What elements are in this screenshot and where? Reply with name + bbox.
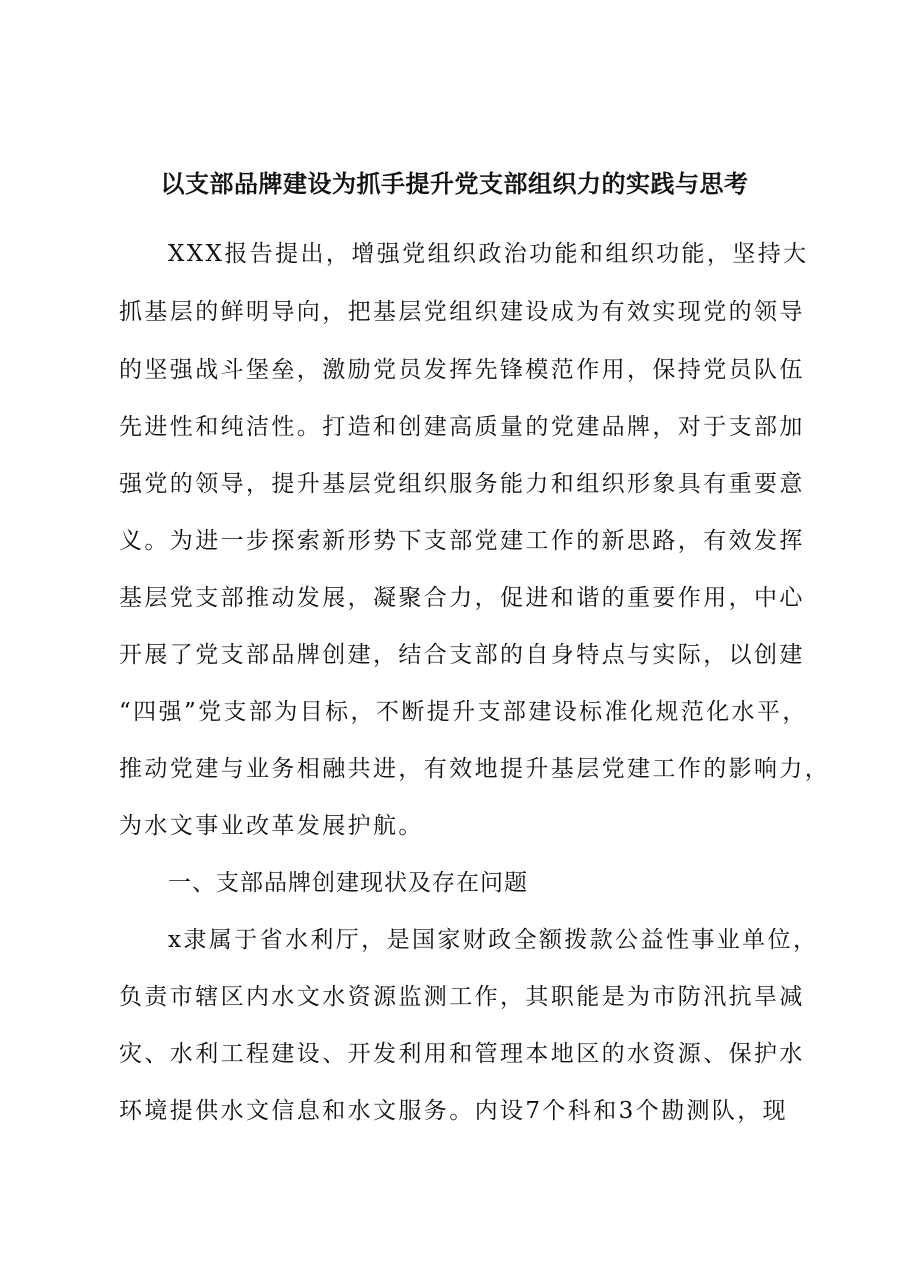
paragraph-line: 抓基层的鲜明导向，把基层党组织建设成为有效实现党的领导 — [119, 299, 805, 325]
section-heading: 一、支部品牌创建现状及存在问题 — [168, 870, 528, 896]
paragraph-line: 基层党支部推动发展，凝聚合力，促进和谐的重要作用，中心 — [119, 585, 805, 611]
paragraph-line: 义。为进一步探索新形势下支部党建工作的新思路，有效发挥 — [119, 528, 805, 554]
paragraph-line: 强党的领导，提升基层党组织服务能力和组织形象具有重要意 — [119, 471, 805, 497]
paragraph-line: 灾、水利工程建设、开发利用和管理本地区的水资源、保护水 — [119, 1041, 805, 1067]
paragraph-line: 的坚强战斗堡垒，激励党员发挥先锋模范作用，保持党员队伍 — [119, 357, 805, 383]
paragraph-line: “四强”党支部为目标，不断提升支部建设标准化规范化水平， — [119, 699, 808, 725]
paragraph-line: 先进性和纯洁性。打造和创建高质量的党建品牌，对于支部加 — [119, 414, 805, 440]
paragraph-line: 开展了党支部品牌创建，结合支部的自身特点与实际，以创建 — [119, 642, 805, 668]
paragraph-line: x隶属于省水利厅，是国家财政全额拨款公益性事业单位， — [168, 927, 819, 953]
paragraph-line: 为水文事业改革发展护航。 — [119, 813, 424, 839]
paragraph-line: 推动党建与业务相融共进，有效地提升基层党建工作的影响力， — [119, 756, 831, 782]
paragraph-line: 负责市辖区内水文水资源监测工作，其职能是为市防汛抗旱减 — [119, 984, 805, 1010]
paragraph-line: 环境提供水文信息和水文服务。内设7个科和3个勘测队，现 — [119, 1098, 789, 1124]
paragraph-line: XXX报告提出，增强党组织政治功能和组织功能，坚持大 — [168, 241, 809, 267]
document-title: 以支部品牌建设为抓手提升党支部组织力的实践与思考 — [160, 169, 749, 198]
